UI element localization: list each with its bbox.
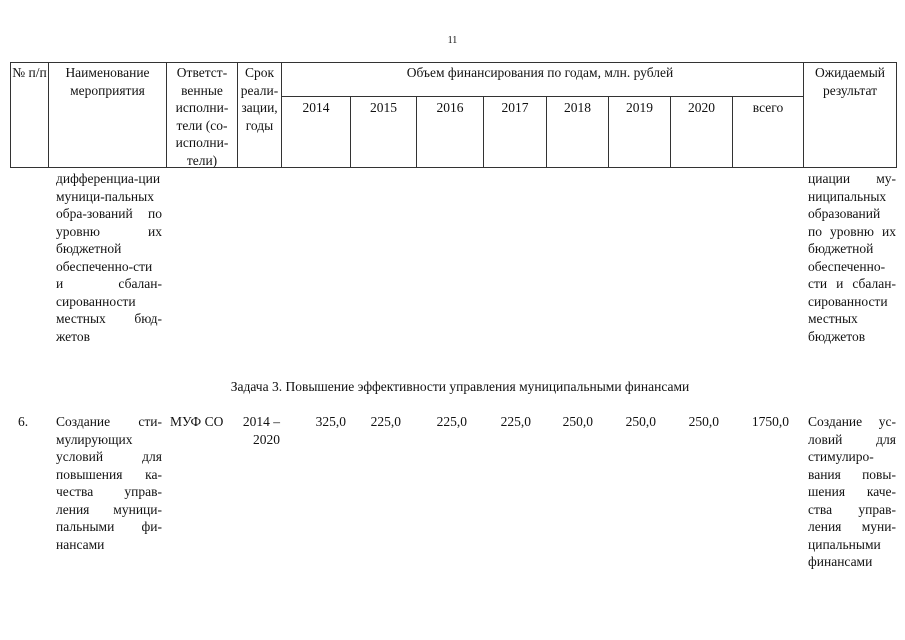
row6-value-total: 1750,0: [751, 414, 789, 429]
task-heading: Задача 3. Повышение эффективности управления муниципальными финансами: [230, 379, 690, 394]
header-year-2020: 2020: [688, 100, 715, 115]
page-number: 11: [447, 35, 458, 46]
header-year-2018: 2018: [564, 100, 591, 115]
row6-term: 2014 – 2020: [242, 414, 280, 447]
header-year-2014: 2014: [302, 100, 330, 115]
header-name: Наименование мероприятия: [65, 65, 150, 98]
row6-value-2017: 225,0: [500, 414, 531, 429]
header-num: № п/п: [12, 65, 47, 80]
row6-value-2019: 250,0: [625, 414, 656, 429]
row6-value-2018: 250,0: [562, 414, 593, 429]
header-year-2019: 2019: [626, 100, 653, 115]
header-year-2015: 2015: [370, 100, 397, 115]
row6-value-2015: 225,0: [370, 414, 401, 429]
header-term: Срок реали-зации, годы: [240, 65, 279, 133]
header-funding-title: Объем финансирования по годам, млн. рублей: [406, 65, 674, 80]
header-result: Ожидаемый результат: [815, 65, 885, 98]
row6-value-2016: 225,0: [436, 414, 467, 429]
header-year-2017: 2017: [501, 100, 529, 115]
header-responsible: Ответст-венные исполни-тели (со-исполни-тели): [175, 65, 229, 168]
row6-responsible: МУФ СО: [170, 414, 224, 429]
row6-name: Создание сти-мулирующих условий для повышения ка-чества управ-ления муници-пальными фи-нансами: [56, 414, 162, 552]
row6-num: 6.: [18, 414, 29, 429]
header-total: всего: [752, 100, 784, 115]
header-year-2016: 2016: [436, 100, 464, 115]
continuation-name: дифференциа-ции муници-пальных обра-зований по уровню их бюджетной обеспеченно-сти и сбалан-сированности местных бюд-жетов: [56, 171, 162, 344]
row6-value-2020: 250,0: [688, 414, 719, 429]
row6-result: Создание ус-ловий для стимулиро-вания повы-шения каче-ства управ-ления муни-ципальными финансами: [808, 414, 896, 569]
continuation-result: циации му-ниципальных образований по уровню их бюджетной обеспеченно-сти и сбалан-сированности местных бюджетов: [808, 171, 896, 344]
row6-value-2014: 325,0: [315, 414, 346, 429]
